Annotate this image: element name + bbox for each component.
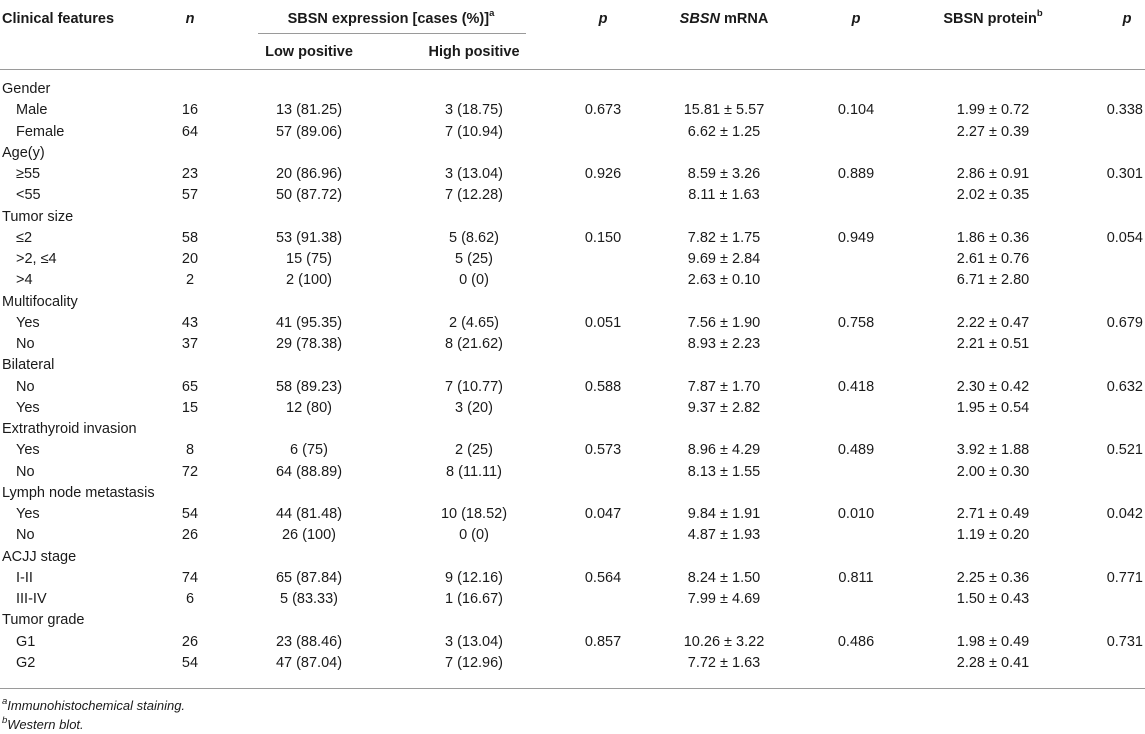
cell-n: 65: [181, 378, 199, 395]
cell-high-positive: 2 (4.65): [449, 314, 499, 331]
cell-sbsn-mrna: 7.99 ± 4.69: [687, 591, 761, 607]
cell-p-mrna: 0.486: [837, 633, 875, 650]
cell-sbsn-mrna: 9.69 ± 2.84: [687, 251, 761, 267]
header-sub-rule: [258, 33, 526, 34]
cell-p-expression: 0.588: [584, 378, 622, 395]
cell-sbsn-mrna: 10.26 ± 3.22: [683, 633, 765, 650]
cell-sbsn-mrna: 2.63 ± 0.10: [687, 272, 761, 289]
group-label: Tumor grade: [2, 612, 85, 629]
cell-high-positive: 8 (11.11): [446, 463, 502, 480]
cell-sbsn-mrna: 7.56 ± 1.90: [687, 314, 761, 331]
cell-n: 57: [181, 187, 199, 204]
cell-n: 23: [181, 166, 199, 182]
row-label: >2, ≤4: [16, 251, 57, 267]
cell-low-positive: 50 (87.72): [275, 187, 343, 204]
header-sbsn-expression-text: SBSN expression [cases (%)]: [287, 11, 490, 27]
cell-sbsn-protein: 2.00 ± 0.30: [956, 463, 1030, 480]
cell-sbsn-mrna: 6.62 ± 1.25: [687, 123, 761, 140]
row-label: No: [16, 378, 35, 395]
cell-p-protein: 0.042: [1106, 506, 1143, 522]
cell-p-expression: 0.857: [584, 633, 622, 650]
cell-n: 43: [181, 314, 199, 331]
cell-high-positive: 3 (13.04): [444, 633, 504, 650]
footnote-b-marker: b: [2, 714, 8, 726]
cell-n: 2: [185, 272, 195, 289]
cell-n: 72: [181, 463, 199, 480]
cell-high-positive: 8 (21.62): [444, 336, 504, 352]
footnote-marker-a: a: [489, 8, 495, 20]
cell-n: 26: [181, 527, 199, 544]
cell-low-positive: 47 (87.04): [275, 654, 343, 671]
cell-p-mrna: 0.104: [837, 102, 875, 119]
cell-sbsn-protein: 1.50 ± 0.43: [956, 591, 1030, 607]
cell-p-expression: 0.564: [584, 569, 622, 586]
cell-sbsn-protein: 2.02 ± 0.35: [956, 187, 1030, 204]
cell-sbsn-protein: 1.95 ± 0.54: [956, 399, 1030, 416]
header-p3: p: [1122, 11, 1132, 27]
cell-low-positive: 57 (89.06): [275, 123, 343, 140]
cell-p-expression: 0.573: [584, 442, 622, 459]
header-sbsn-mrna-text: mRNA: [719, 11, 769, 27]
cell-p-mrna: 0.758: [837, 314, 875, 331]
row-label: G2: [16, 654, 36, 671]
cell-p-expression: 0.150: [584, 229, 622, 246]
header-p1: p: [598, 11, 608, 27]
row-label: ≥55: [16, 166, 41, 182]
cell-p-protein: 0.338: [1106, 102, 1143, 119]
row-label: III-IV: [16, 591, 47, 607]
header-high-positive: High positive: [428, 44, 520, 60]
cell-low-positive: 58 (89.23): [275, 378, 343, 395]
footnote-a: [2, 697, 185, 715]
cell-p-protein: 0.771: [1106, 569, 1143, 586]
footnote-a-text: Immunohistochemical staining.: [7, 698, 186, 713]
cell-high-positive: 7 (12.28): [444, 187, 504, 204]
cell-sbsn-protein: 1.86 ± 0.36: [956, 229, 1030, 246]
cell-sbsn-mrna: 7.87 ± 1.70: [687, 378, 761, 395]
cell-high-positive: 7 (10.94): [444, 123, 504, 140]
cell-n: 74: [181, 569, 199, 586]
cell-sbsn-mrna: 8.96 ± 4.29: [687, 442, 761, 459]
cell-p-expression: 0.051: [584, 314, 622, 331]
footnote-b-text: Western blot.: [7, 717, 84, 732]
footnote-a-marker: a: [2, 695, 8, 707]
cell-high-positive: 0 (0): [459, 527, 489, 544]
cell-low-positive: 20 (86.96): [275, 166, 343, 182]
row-label: G1: [16, 633, 36, 650]
group-label: Multifocality: [2, 293, 78, 310]
cell-sbsn-protein: 2.61 ± 0.76: [956, 251, 1030, 267]
header-sbsn-mrna-gene: SBSN: [679, 11, 720, 27]
cell-high-positive: 7 (12.96): [444, 654, 504, 671]
group-label: Bilateral: [2, 357, 55, 374]
cell-low-positive: 15 (75): [286, 251, 332, 267]
cell-low-positive: 2 (100): [286, 272, 332, 289]
cell-high-positive: 9 (12.16): [444, 569, 504, 586]
cell-sbsn-protein: 2.21 ± 0.51: [956, 336, 1030, 352]
header-clinical-features: Clinical features: [2, 11, 115, 27]
cell-sbsn-mrna: 8.93 ± 2.23: [687, 336, 761, 352]
cell-n: 20: [181, 251, 199, 267]
cell-p-mrna: 0.949: [837, 229, 875, 246]
cell-low-positive: 64 (88.89): [275, 463, 343, 480]
cell-low-positive: 5 (83.33): [279, 591, 339, 607]
cell-sbsn-protein: 2.27 ± 0.39: [956, 123, 1030, 140]
row-label: ≤2: [16, 229, 33, 246]
cell-high-positive: 7 (10.77): [444, 378, 504, 395]
cell-low-positive: 26 (100): [281, 527, 337, 544]
cell-p-expression: 0.926: [584, 166, 622, 182]
cell-low-positive: 13 (81.25): [275, 102, 343, 119]
cell-sbsn-mrna: 7.72 ± 1.63: [687, 654, 761, 671]
row-label: <55: [16, 187, 41, 204]
row-label: Male: [16, 102, 48, 119]
footnote-marker-b: b: [1036, 8, 1043, 20]
header-sbsn-protein: [943, 10, 1042, 28]
cell-n: 15: [181, 399, 199, 416]
header-bottom-rule: [0, 69, 1145, 70]
cell-n: 26: [181, 633, 199, 650]
cell-p-mrna: 0.811: [838, 569, 874, 586]
cell-high-positive: 2 (25): [455, 442, 493, 459]
cell-low-positive: 23 (88.46): [275, 633, 343, 650]
cell-sbsn-protein: 6.71 ± 2.80: [956, 272, 1030, 289]
cell-p-mrna: 0.010: [837, 506, 875, 522]
row-label: Yes: [16, 506, 40, 522]
cell-n: 16: [181, 102, 199, 119]
cell-high-positive: 5 (8.62): [449, 229, 499, 246]
cell-sbsn-protein: 1.98 ± 0.49: [956, 633, 1030, 650]
cell-low-positive: 41 (95.35): [275, 314, 343, 331]
cell-sbsn-mrna: 4.87 ± 1.93: [687, 527, 761, 544]
row-label: Yes: [16, 442, 40, 459]
cell-sbsn-mrna: 8.24 ± 1.50: [687, 569, 761, 586]
row-label: No: [16, 336, 35, 352]
row-label: Yes: [16, 399, 40, 416]
row-label: No: [16, 527, 35, 544]
cell-high-positive: 3 (13.04): [444, 166, 504, 182]
cell-p-mrna: 0.489: [837, 442, 875, 459]
cell-sbsn-mrna: 15.81 ± 5.57: [683, 102, 765, 119]
header-n: n: [185, 11, 195, 27]
cell-p-protein: 0.301: [1106, 166, 1143, 182]
footnote-b: [2, 716, 84, 734]
cell-sbsn-protein: 2.30 ± 0.42: [956, 378, 1030, 395]
cell-low-positive: 65 (87.84): [275, 569, 343, 586]
cell-p-protein: 0.521: [1106, 442, 1143, 459]
row-label: No: [16, 463, 35, 480]
cell-p-expression: 0.047: [584, 506, 622, 522]
group-label: Tumor size: [2, 208, 74, 225]
row-label: Yes: [16, 314, 40, 331]
cell-sbsn-protein: 2.22 ± 0.47: [956, 314, 1030, 331]
cell-high-positive: 3 (20): [455, 399, 493, 416]
row-label: Female: [16, 123, 65, 140]
header-p2: p: [851, 11, 861, 27]
cell-sbsn-protein: 1.99 ± 0.72: [956, 102, 1030, 119]
cell-p-expression: 0.673: [584, 102, 622, 119]
row-label: >4: [16, 272, 33, 289]
cell-sbsn-protein: 2.25 ± 0.36: [956, 569, 1030, 586]
cell-n: 6: [185, 591, 195, 607]
cell-low-positive: 6 (75): [290, 442, 328, 459]
cell-n: 54: [181, 654, 199, 671]
group-label: Age(y): [2, 144, 45, 161]
table-bottom-rule: [0, 688, 1145, 689]
cell-high-positive: 0 (0): [459, 272, 489, 289]
cell-p-protein: 0.632: [1106, 378, 1143, 395]
cell-sbsn-mrna: 9.84 ± 1.91: [687, 506, 761, 522]
cell-p-protein: 0.679: [1106, 314, 1143, 331]
cell-sbsn-mrna: 9.37 ± 2.82: [687, 399, 761, 416]
cell-high-positive: 3 (18.75): [444, 102, 504, 119]
cell-n: 64: [181, 123, 199, 140]
cell-sbsn-protein: 2.86 ± 0.91: [956, 166, 1030, 182]
cell-n: 8: [185, 442, 195, 459]
cell-low-positive: 12 (80): [286, 399, 332, 416]
header-sbsn-mrna: [680, 10, 769, 28]
cell-sbsn-protein: 1.19 ± 0.20: [956, 527, 1030, 544]
cell-sbsn-mrna: 7.82 ± 1.75: [687, 229, 761, 246]
cell-sbsn-mrna: 8.13 ± 1.55: [687, 463, 761, 480]
cell-high-positive: 1 (16.67): [444, 591, 504, 607]
cell-high-positive: 5 (25): [455, 251, 493, 267]
header-sbsn-protein-text: SBSN protein: [943, 11, 1037, 27]
cell-p-protein: 0.731: [1106, 633, 1143, 650]
cell-sbsn-protein: 2.28 ± 0.41: [956, 654, 1030, 671]
group-label: Gender: [2, 81, 51, 97]
cell-n: 37: [181, 336, 199, 352]
cell-sbsn-mrna: 8.59 ± 3.26: [687, 166, 761, 182]
cell-sbsn-protein: 2.71 ± 0.49: [956, 506, 1030, 522]
cell-n: 54: [181, 506, 199, 522]
cell-p-mrna: 0.418: [837, 378, 875, 395]
cell-p-protein: 0.054: [1106, 229, 1143, 246]
cell-p-mrna: 0.889: [837, 166, 875, 182]
group-label: Extrathyroid invasion: [2, 421, 137, 437]
cell-n: 58: [181, 229, 199, 246]
group-label: Lymph node metastasis: [2, 484, 155, 501]
group-label: ACJJ stage: [2, 548, 77, 565]
cell-high-positive: 10 (18.52): [440, 506, 508, 522]
header-low-positive: Low positive: [265, 44, 353, 60]
cell-sbsn-protein: 3.92 ± 1.88: [956, 442, 1030, 459]
header-sbsn-expression: [288, 10, 495, 28]
cell-low-positive: 29 (78.38): [275, 336, 343, 352]
row-label: I-II: [16, 569, 33, 586]
cell-sbsn-mrna: 8.11 ± 1.63: [688, 187, 760, 204]
cell-low-positive: 53 (91.38): [275, 229, 343, 246]
cell-low-positive: 44 (81.48): [275, 506, 343, 522]
